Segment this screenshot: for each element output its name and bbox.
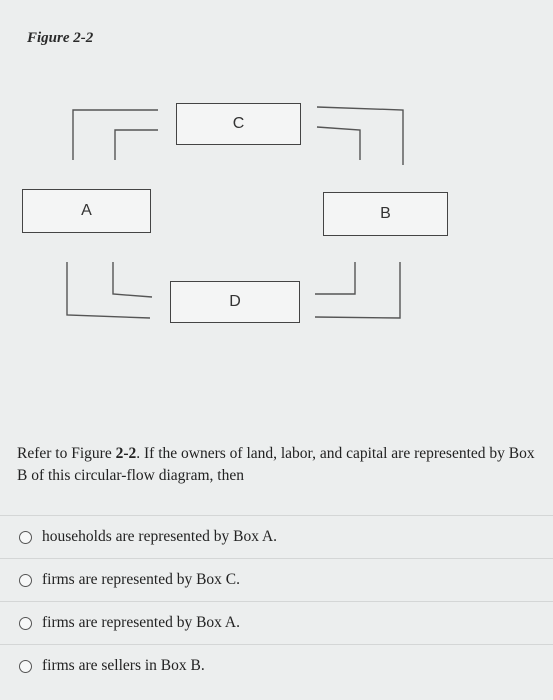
- radio-button-icon[interactable]: [19, 660, 32, 673]
- radio-button-icon[interactable]: [19, 574, 32, 587]
- box-c: C: [176, 103, 301, 145]
- answer-option-label: households are represented by Box A.: [42, 528, 278, 545]
- flow-line-bottom-right-inner: [315, 262, 355, 294]
- flow-line-bottom-right-outer: [315, 262, 400, 318]
- answer-option-label: firms are represented by Box A.: [42, 614, 240, 631]
- box-d: D: [170, 281, 300, 323]
- figure-title: Figure 2-2: [27, 30, 94, 46]
- answer-option-1[interactable]: [0, 515, 553, 558]
- answer-option-3[interactable]: [0, 601, 553, 644]
- answer-option-2[interactable]: [0, 558, 553, 601]
- question-figure-ref: 2-2: [111, 445, 137, 462]
- flow-line-bottom-left-inner: [113, 262, 152, 297]
- answer-option-4[interactable]: [0, 644, 553, 687]
- box-b: B: [323, 192, 448, 236]
- question-body: . If the owners of land, labor, and capital are represented by Box B of this circular-flow diagram, then: [17, 445, 535, 484]
- answer-option-label: firms are represented by Box C.: [42, 571, 240, 588]
- radio-button-icon[interactable]: [19, 531, 32, 544]
- flow-line-bottom-left-outer: [67, 262, 150, 318]
- question-text: [17, 443, 542, 487]
- answer-option-label: firms are sellers in Box B.: [42, 657, 205, 674]
- flow-line-top-right-inner: [317, 127, 360, 160]
- question-prefix: Refer to Figure: [17, 445, 112, 462]
- flow-line-top-left-inner: [115, 130, 158, 160]
- radio-button-icon[interactable]: [19, 617, 32, 630]
- box-a: A: [22, 189, 151, 233]
